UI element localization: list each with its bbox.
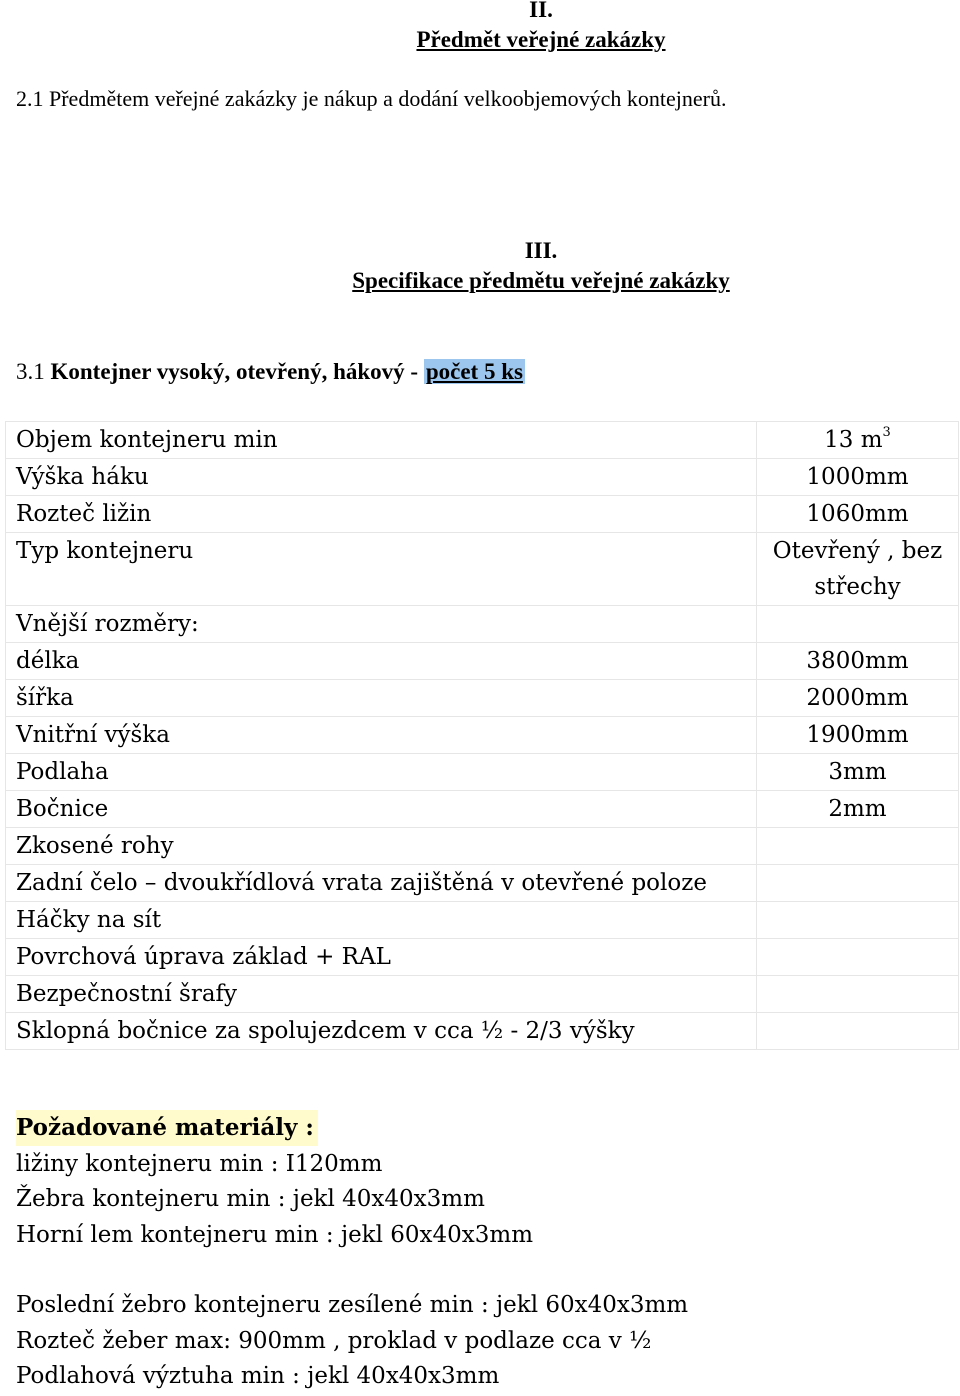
- spec-value-text: 2mm: [828, 796, 887, 822]
- spec-label: Objem kontejneru min: [6, 422, 757, 459]
- spec-label: Rozteč ližin: [6, 496, 757, 533]
- section-2-number: II.: [529, 0, 553, 22]
- spec-label: šířka: [6, 680, 757, 717]
- spec-value: [757, 606, 959, 643]
- spec-value: [757, 754, 959, 791]
- spec-label: Typ kontejneru: [6, 533, 757, 606]
- spec-row: [6, 680, 959, 717]
- spec-row: [6, 717, 959, 754]
- item-number: 3.1: [16, 359, 45, 384]
- spec-label: Vnější rozměry:: [6, 606, 757, 643]
- material-line: Horní lem kontejneru min : jekl 60x40x3mm: [16, 1221, 534, 1248]
- spec-value-text: 3800mm: [806, 648, 909, 674]
- spec-row: [6, 791, 959, 828]
- item-dash: -: [410, 359, 419, 384]
- spec-value-text: 1900mm: [806, 722, 909, 748]
- section-3-number: III.: [524, 238, 558, 263]
- spec-row: [6, 865, 959, 902]
- spec-value: [757, 643, 959, 680]
- spec-value-text: 1060mm: [806, 501, 909, 527]
- spec-row: [6, 643, 959, 680]
- materials-heading: Požadované materiály :: [16, 1110, 318, 1146]
- spec-value: [757, 902, 959, 939]
- spec-row: [6, 902, 959, 939]
- spec-label: Povrchová úprava základ + RAL: [6, 939, 757, 976]
- spec-row: [6, 496, 959, 533]
- spec-value: [757, 533, 959, 606]
- materials-section: [16, 1110, 688, 1395]
- spec-row: [6, 939, 959, 976]
- spec-row: [6, 606, 959, 643]
- material-line: Rozteč žeber max: 900mm , proklad v podlaze cca v ½: [16, 1327, 652, 1354]
- spec-label: Zadní čelo – dvoukřídlová vrata zajištěná v otevřené poloze: [6, 865, 757, 902]
- spec-value: [757, 939, 959, 976]
- spec-label: Podlaha: [6, 754, 757, 791]
- spec-value-superscript: 3: [882, 425, 891, 440]
- spec-value: [757, 459, 959, 496]
- material-line: ližiny kontejneru min : I120mm: [16, 1150, 383, 1177]
- spec-value: [757, 422, 959, 459]
- item-count-highlight: počet 5 ks: [425, 359, 523, 384]
- spec-label: délka: [6, 643, 757, 680]
- spec-value-text: 13 m: [824, 427, 883, 453]
- spec-value: [757, 865, 959, 902]
- spec-value: [757, 717, 959, 754]
- section-2-paragraph: 2.1 Předmětem veřejné zakázky je nákup a dodání velkoobjemových kontejnerů.: [16, 86, 727, 111]
- spec-table: [5, 421, 959, 1050]
- spec-row: [6, 459, 959, 496]
- spec-row: [6, 1013, 959, 1050]
- spec-label: Bočnice: [6, 791, 757, 828]
- spec-value-text: Otevřený , bez střechy: [772, 538, 943, 600]
- spec-value: [757, 791, 959, 828]
- spec-value: [757, 1013, 959, 1050]
- spec-row: [6, 422, 959, 459]
- spec-value: [757, 680, 959, 717]
- spec-label: Háčky na sít: [6, 902, 757, 939]
- spec-value-text: 3mm: [828, 759, 887, 785]
- material-line: Poslední žebro kontejneru zesílené min : jekl 60x40x3mm: [16, 1292, 689, 1318]
- spec-value-text: 2000mm: [806, 685, 909, 711]
- materials-spacer: [16, 1253, 688, 1288]
- section-2-title: Předmět veřejné zakázky: [416, 27, 666, 52]
- spec-row: [6, 828, 959, 865]
- spec-label: Zkosené rohy: [6, 828, 757, 865]
- spec-value-text: 1000mm: [806, 464, 909, 490]
- spec-value: [757, 828, 959, 865]
- spec-row: [6, 533, 959, 606]
- spec-row: [6, 976, 959, 1013]
- spec-value: [757, 976, 959, 1013]
- spec-row: [6, 754, 959, 791]
- section-3-title: Specifikace předmětu veřejné zakázky: [352, 268, 730, 293]
- item-title: Kontejner vysoký, otevřený, hákový: [50, 359, 405, 384]
- spec-label: Sklopná bočnice za spolujezdcem v cca ½ - 2/3 výšky: [6, 1013, 757, 1050]
- spec-label: Výška háku: [6, 459, 757, 496]
- spec-value: [757, 496, 959, 533]
- materials-list-a: [16, 1147, 688, 1254]
- material-line: Podlahová výztuha min : jekl 40x40x3mm: [16, 1363, 500, 1389]
- material-line: Žebra kontejneru min : jekl 40x40x3mm: [16, 1186, 485, 1212]
- spec-label: Bezpečnostní šrafy: [6, 976, 757, 1013]
- item-heading: [16, 359, 525, 385]
- materials-list-b: [16, 1288, 688, 1395]
- spec-label: Vnitřní výška: [6, 717, 757, 754]
